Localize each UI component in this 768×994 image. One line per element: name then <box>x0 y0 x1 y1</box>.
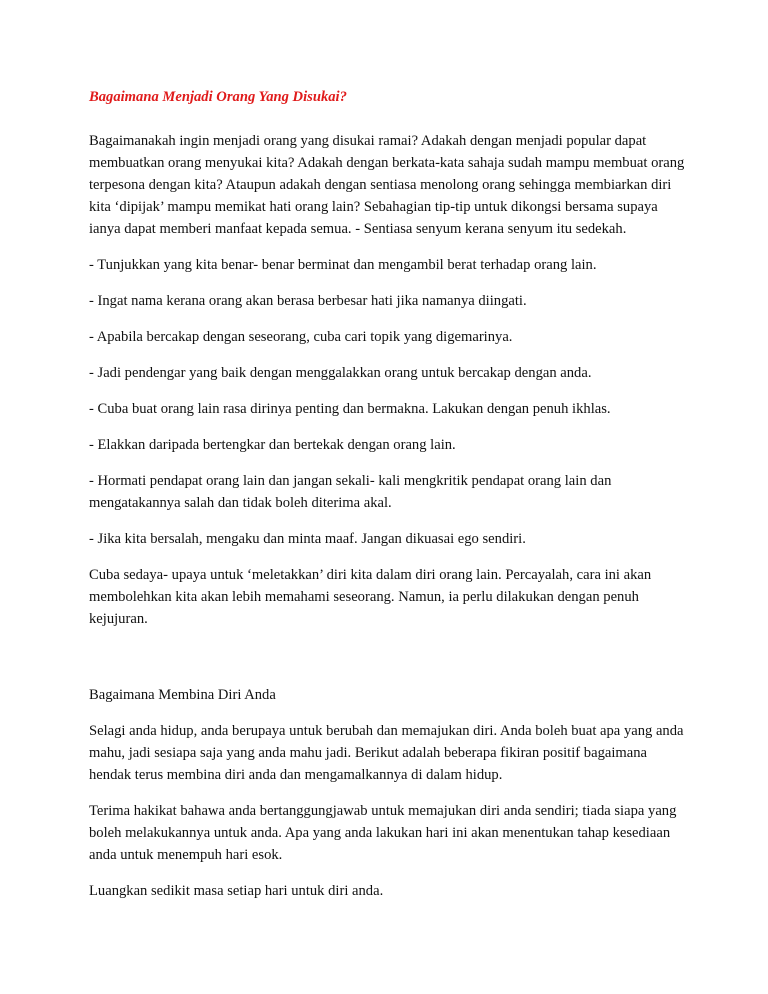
section2-paragraph: Terima hakikat bahawa anda bertanggungjawab untuk memajukan diri anda sendiri; tiada siapa yang boleh melakukannya untuk anda. Apa yang anda lakukan hari ini akan menentukan tahap kesediaan anda untuk menempuh hari esok. <box>89 803 677 863</box>
document-title: Bagaimana Menjadi Orang Yang Disukai? <box>89 89 347 105</box>
tip-item: - Elakkan daripada bertengkar dan bertekak dengan orang lain. <box>89 437 456 453</box>
document-page <box>89 86 689 916</box>
tip-item: - Cuba buat orang lain rasa dirinya penting dan bermakna. Lakukan dengan penuh ikhlas. <box>89 401 611 417</box>
tip-item: - Apabila bercakap dengan seseorang, cuba cari topik yang digemarinya. <box>89 329 513 345</box>
tip-item: - Ingat nama kerana orang akan berasa berbesar hati jika namanya diingati. <box>89 293 527 309</box>
closing-paragraph: Cuba sedaya- upaya untuk ‘meletakkan’ diri kita dalam diri orang lain. Percayalah, cara ini akan membolehkan kita akan lebih memahami seseorang. Namun, ia perlu dilakukan dengan penuh kejujuran. <box>89 567 652 627</box>
section2-paragraph: Luangkan sedikit masa setiap hari untuk diri anda. <box>89 883 384 899</box>
section-spacer <box>89 644 689 684</box>
section2-heading: Bagaimana Membina Diri Anda <box>89 687 276 703</box>
tip-item: - Hormati pendapat orang lain dan jangan sekali- kali mengkritik pendapat orang lain dan mengatakannya salah dan tidak boleh diterima akal. <box>89 473 612 511</box>
tip-item: - Tunjukkan yang kita benar- benar berminat dan mengambil berat terhadap orang lain. <box>89 257 597 273</box>
intro-paragraph: Bagaimanakah ingin menjadi orang yang disukai ramai? Adakah dengan menjadi popular dapat membuatkan orang menyukai kita? Adakah dengan berkata-kata sahaja sudah mampu membuat orang terpesona dengan kita? Ataupun adakah dengan sentiasa menolong orang sehingga membiarkan diri kita ‘dipijak’ mampu memikat hati orang lain? Sebahagian tip-tip untuk dikongsi bersama supaya ianya dapat memberi manfaat kepada semua. - Sentiasa senyum kerana senyum itu sedekah. <box>89 133 685 237</box>
tip-item: - Jadi pendengar yang baik dengan menggalakkan orang untuk bercakap dengan anda. <box>89 365 592 381</box>
section2-paragraph: Selagi anda hidup, anda berupaya untuk berubah dan memajukan diri. Anda boleh buat apa yang anda mahu, jadi sesiapa saja yang anda mahu jadi. Berikut adalah beberapa fikiran positif bagaimana hendak terus membina diri anda dan mengamalkannya di dalam hidup. <box>89 723 684 783</box>
tip-item: - Jika kita bersalah, mengaku dan minta maaf. Jangan dikuasai ego sendiri. <box>89 531 526 547</box>
